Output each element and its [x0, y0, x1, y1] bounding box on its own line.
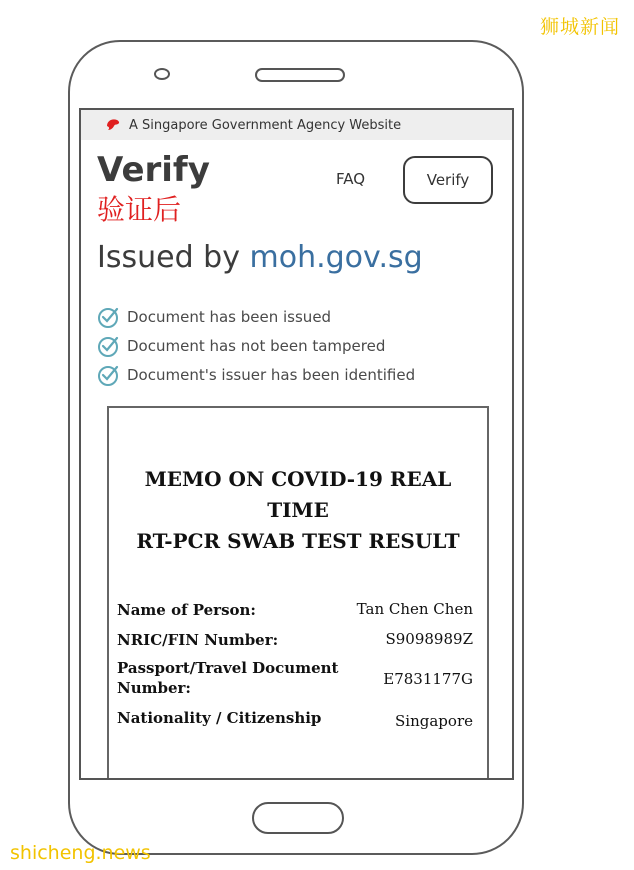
field-value-nationality: Singapore: [395, 712, 473, 730]
check-circle-icon: [97, 305, 121, 329]
memo-document: [107, 406, 489, 780]
lion-head-icon: [105, 117, 121, 133]
issued-by-heading: [97, 240, 423, 275]
site-header: [81, 140, 512, 226]
field-value-name: Tan Chen Chen: [356, 600, 473, 618]
field-label-name: Name of Person:: [117, 601, 256, 619]
check-circle-icon: [97, 334, 121, 358]
check-item: [97, 302, 415, 331]
issued-by-prefix: Issued by: [97, 240, 250, 275]
field-value-passport: E7831177G: [383, 670, 473, 688]
field-label-passport-line: Passport/Travel Document: [117, 659, 339, 677]
verification-checks: [97, 302, 415, 389]
memo-title: [109, 464, 487, 557]
field-label-nationality: Nationality / Citizenship: [117, 709, 322, 727]
issuer-domain: moh.gov.sg: [249, 240, 423, 275]
verify-button[interactable]: Verify: [403, 156, 493, 204]
home-button[interactable]: [252, 802, 344, 834]
field-value-nric: S9098989Z: [385, 630, 473, 648]
check-label: Document's issuer has been identified: [127, 365, 416, 384]
memo-title-line: MEMO ON COVID-19 REAL: [144, 467, 452, 491]
phone-screen: [79, 108, 514, 780]
speaker-grille: [255, 68, 345, 82]
watermark-top: 狮城新闻: [539, 16, 620, 38]
verify-logo[interactable]: Verify: [97, 150, 210, 190]
gov-banner-text: A Singapore Government Agency Website: [129, 117, 402, 133]
check-label: Document has not been tampered: [127, 336, 386, 355]
logo-annotation: 验证后: [97, 193, 182, 226]
faq-link[interactable]: FAQ: [336, 170, 366, 188]
watermark-bottom: shicheng.news: [10, 842, 151, 864]
memo-title-line: TIME: [267, 498, 329, 522]
check-item: [97, 360, 415, 389]
camera-icon: [154, 68, 170, 80]
field-label-nric: NRIC/FIN Number:: [117, 631, 279, 649]
check-label: Document has been issued: [127, 307, 332, 326]
check-item: [97, 331, 415, 360]
check-circle-icon: [97, 363, 121, 387]
field-label-passport-line: Number:: [117, 679, 191, 697]
memo-title-line: RT-PCR SWAB TEST RESULT: [136, 529, 460, 553]
field-label-passport: [117, 658, 338, 698]
gov-banner: [81, 110, 512, 140]
